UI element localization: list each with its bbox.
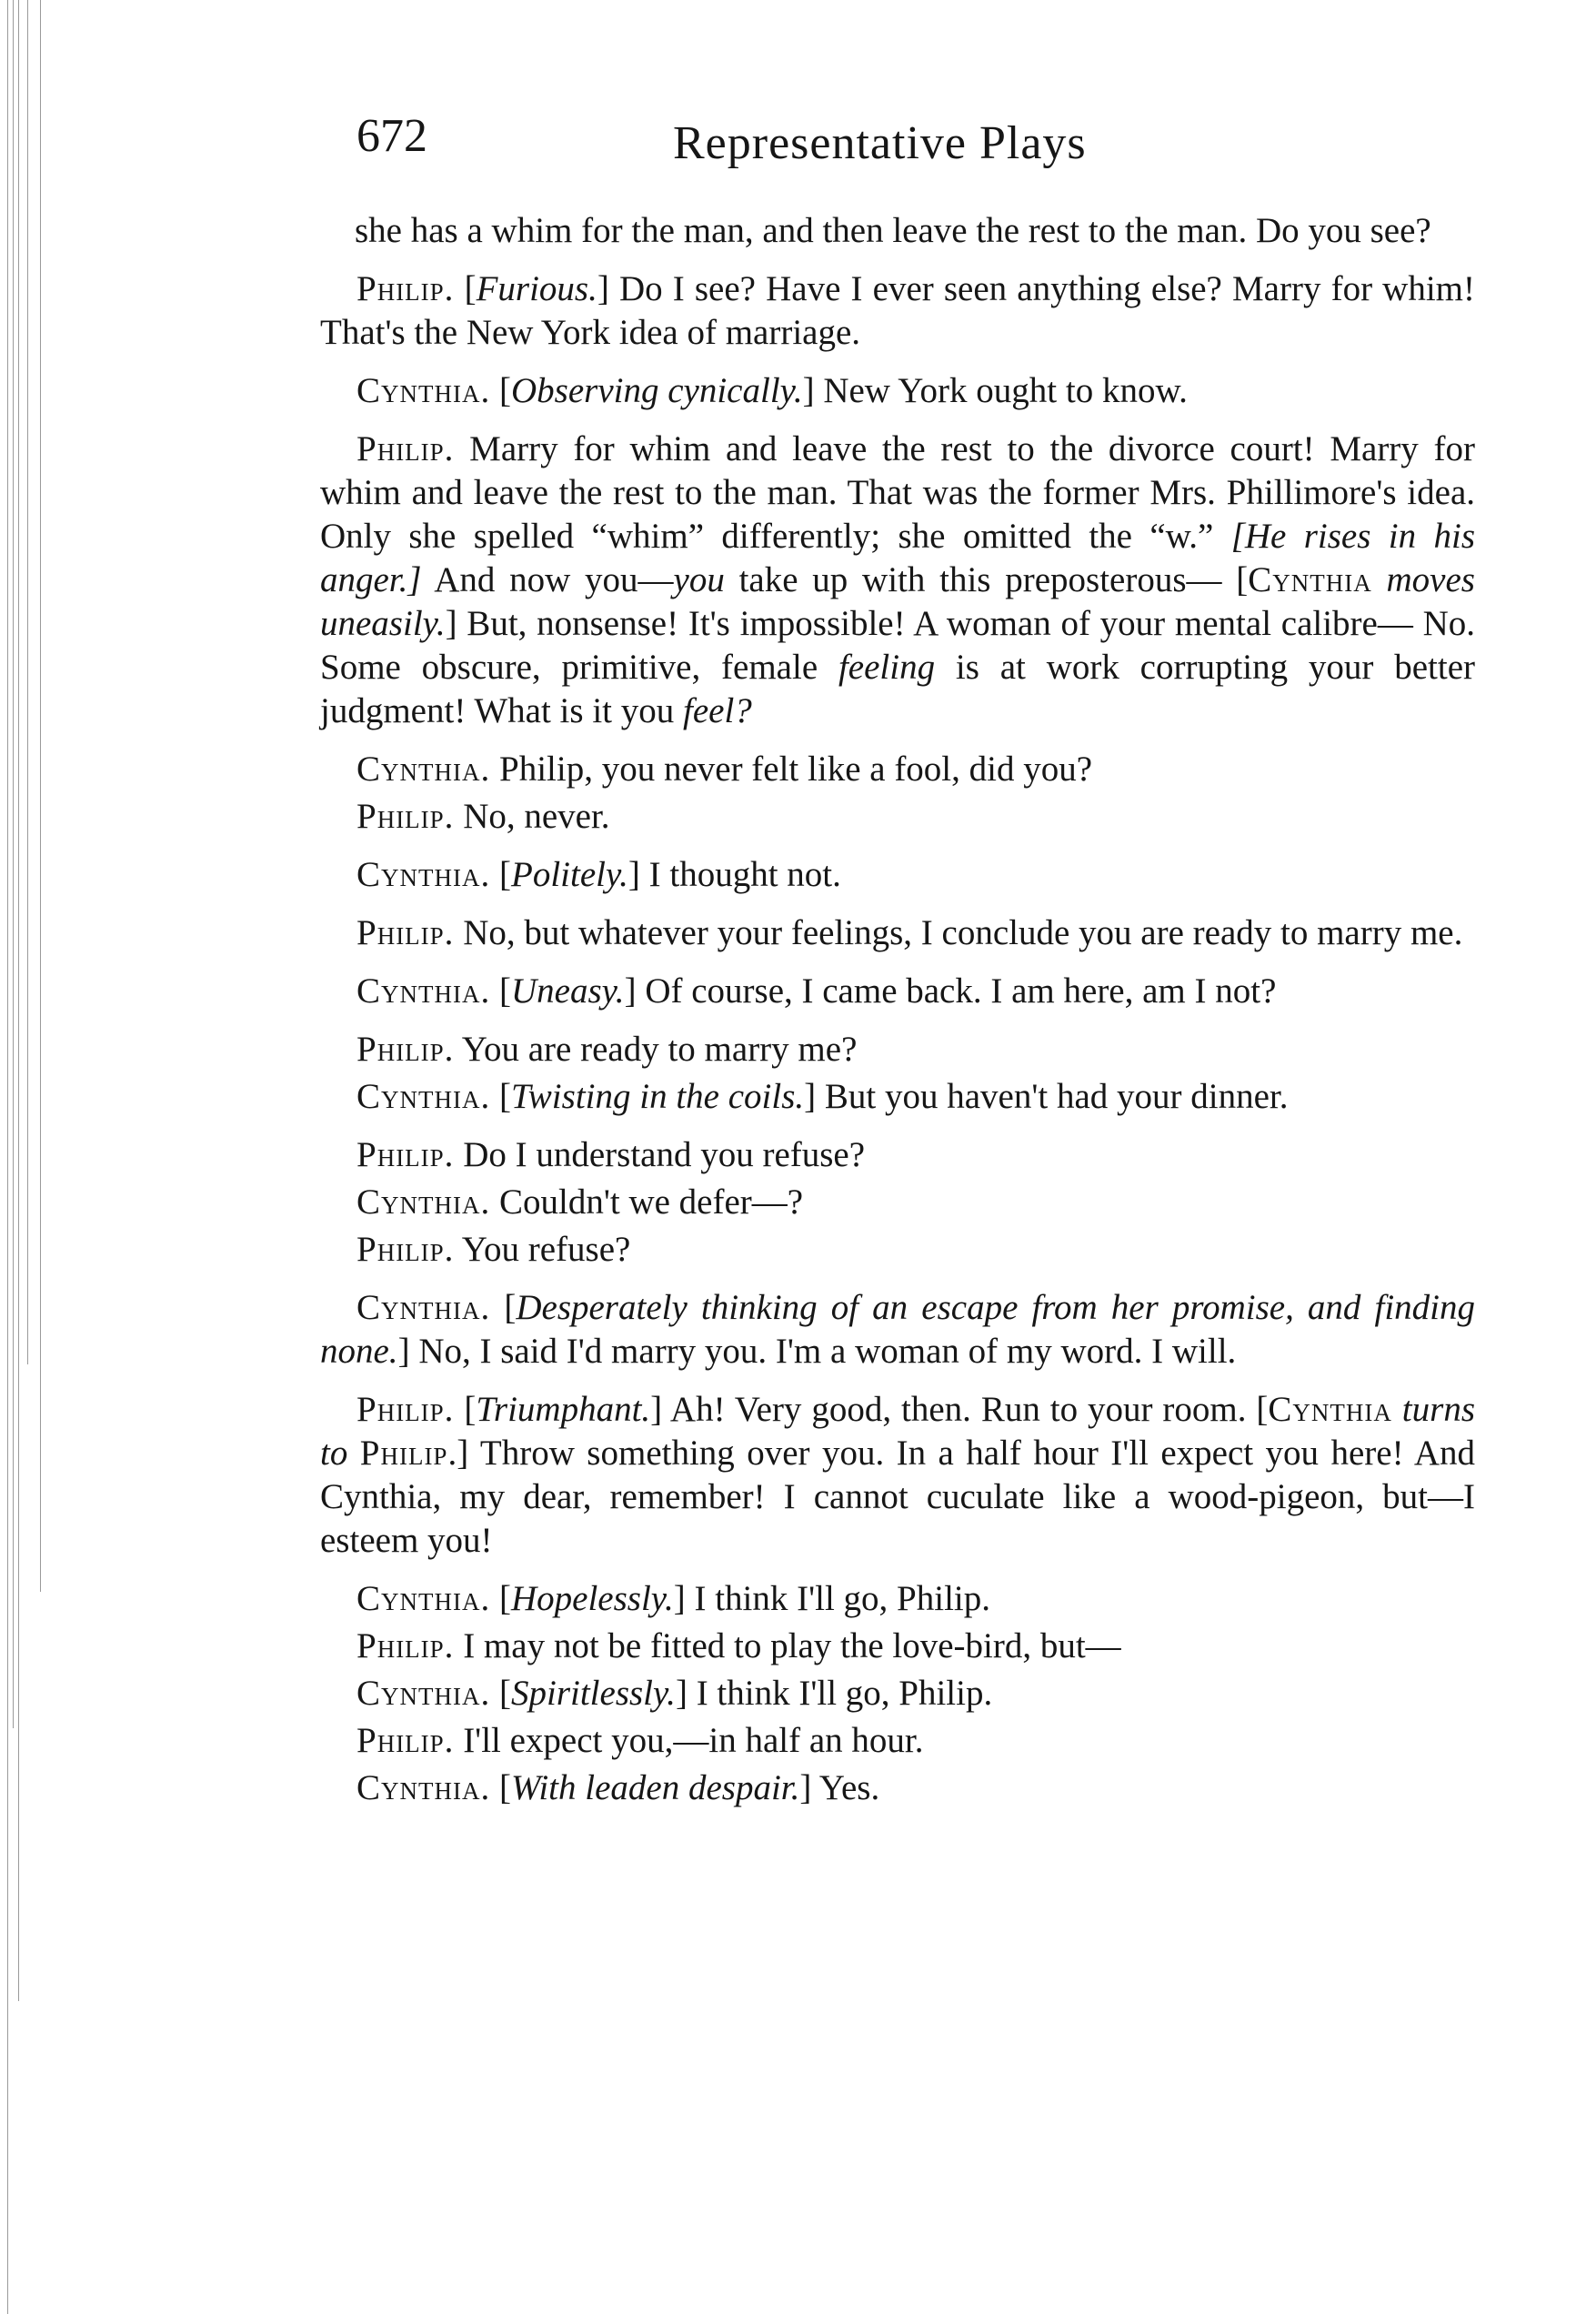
stage-direction: Triumphant. (476, 1390, 651, 1429)
bracket: [ (499, 1674, 511, 1713)
book-page (320, 109, 1475, 1814)
speaker-name: Cynthia. (356, 1288, 491, 1327)
dialogue-text: .] Throw something over you. In a half hour I'll expect you here! And Cynthia, my dear, remember! I cannot cuculate like a wood-pigeon, but—I esteem you! (320, 1434, 1475, 1560)
dialogue-line (320, 1672, 1475, 1715)
dialogue-text: take up with this preposterous— [ (724, 560, 1249, 599)
dialogue-text: No, never. (454, 797, 610, 836)
speaker-name: Cynthia. (356, 971, 491, 1011)
dialogue-text: But you haven't had your dinner. (816, 1077, 1289, 1116)
binding-rule (40, 0, 41, 1592)
speaker-name: Cynthia. (356, 1077, 491, 1116)
dialogue-line (320, 911, 1475, 955)
bracket: [ (499, 1579, 511, 1618)
bracket: ] (802, 371, 815, 410)
bracket: [ (464, 1390, 477, 1429)
bracket: ] (597, 269, 609, 308)
play-text (320, 209, 1475, 1810)
bracket: ] (397, 1332, 410, 1371)
dialogue-line (320, 1028, 1475, 1071)
page-number: 672 (356, 110, 427, 162)
dialogue-text: Of course, I came back. I am here, am I not? (636, 971, 1277, 1011)
stage-direction: [He rises in his anger.] (320, 517, 1475, 599)
dialogue-line (320, 369, 1475, 413)
speaker-name: Cynthia. (356, 1182, 491, 1222)
speaker-name: Cynthia (1248, 560, 1372, 599)
speaker-name: Philip. (356, 1721, 455, 1760)
dialogue-text: she has a whim for the man, and then leave the rest to the man. Do you see? (355, 211, 1431, 250)
dialogue-text: ] But, nonsense! It's impossible! A woman of your mental calibre— No. Some obscure, primitive, female (320, 604, 1475, 687)
bracket: [ (499, 971, 511, 1011)
speaker-name: Cynthia. (356, 1768, 491, 1807)
emphasis: feeling (838, 648, 936, 687)
dialogue-text: I thought not. (639, 855, 841, 894)
binding-rule (18, 0, 19, 2001)
dialogue-line (320, 1719, 1475, 1763)
stage-direction: Hopelessly. (511, 1579, 674, 1618)
book-binding-edge (0, 0, 55, 2314)
speaker-name: Cynthia. (356, 1674, 491, 1713)
dialogue-line (320, 1577, 1475, 1621)
stage-direction: With leaden despair. (511, 1768, 800, 1807)
speaker-name: Philip. (356, 1135, 455, 1174)
paragraph-continuation (320, 209, 1475, 253)
dialogue-line (320, 1766, 1475, 1810)
page-header (320, 109, 1475, 209)
bracket: [ (499, 1768, 511, 1807)
speaker-name: Philip. (356, 913, 455, 952)
stage-direction: Observing cynically. (511, 371, 803, 410)
bracket: ] (624, 971, 637, 1011)
speaker-name: Philip. (356, 1626, 455, 1665)
binding-rule (27, 0, 28, 1364)
dialogue-line (320, 1133, 1475, 1177)
dialogue-text: You refuse? (454, 1230, 631, 1269)
binding-rule (7, 0, 8, 2314)
emphasis: you (673, 560, 725, 599)
bracket: ] (650, 1390, 663, 1429)
dialogue-text: Couldn't we defer—? (490, 1182, 804, 1222)
dialogue-text: You are ready to marry me? (454, 1030, 858, 1069)
speaker-name: Cynthia. (356, 371, 491, 410)
stage-direction: Furious. (476, 269, 597, 308)
dialogue-text: Marry for whim and leave the rest to the divorce court! Marry for whim and leave the rest to the man. That was the former Mrs. Phillimore's idea. Only she spelled “whim” differently; she omitted the “w.” (320, 429, 1475, 556)
bracket: [ (499, 1077, 511, 1116)
dialogue-text: I think I'll go, Philip. (685, 1579, 991, 1618)
dialogue-text: And now you— (421, 560, 674, 599)
bracket: [ (504, 1288, 517, 1327)
dialogue-line (320, 1181, 1475, 1224)
stage-direction: turns to (320, 1390, 1475, 1473)
speaker-name: Cynthia. (356, 1579, 491, 1618)
dialogue-text: I'll expect you,—in half an hour. (454, 1721, 924, 1760)
stage-direction: Spiritlessly. (511, 1674, 676, 1713)
dialogue-line (320, 1228, 1475, 1272)
dialogue-text: I think I'll go, Philip. (687, 1674, 993, 1713)
bracket: [ (499, 855, 511, 894)
dialogue-line (320, 1286, 1475, 1373)
speaker-name: Cynthia. (356, 750, 491, 789)
dialogue-line (320, 1075, 1475, 1119)
stage-direction: Desperately thinking of an escape from her promise, and finding none. (320, 1288, 1475, 1371)
bracket: [ (499, 371, 511, 410)
bracket: ] (627, 855, 640, 894)
dialogue-line (320, 853, 1475, 897)
dialogue-line (320, 1625, 1475, 1668)
speaker-name: Philip. (356, 1230, 455, 1269)
dialogue-text: New York ought to know. (814, 371, 1188, 410)
dialogue-text: No, but whatever your feelings, I conclude you are ready to marry me. (454, 913, 1463, 952)
stage-direction: moves uneasily. (320, 560, 1475, 643)
dialogue-text: is at work corrupting your better judgment! What is it you (320, 648, 1476, 730)
speaker-name: Philip. (356, 429, 455, 468)
dialogue-line (320, 428, 1475, 733)
speaker-name: Philip (359, 1434, 448, 1473)
speaker-name: Cynthia. (356, 855, 491, 894)
dialogue-line (320, 1388, 1475, 1563)
dialogue-text: Yes. (811, 1768, 880, 1807)
bracket: ] (804, 1077, 817, 1116)
bracket: [ (464, 269, 477, 308)
dialogue-text: Ah! Very good, then. Run to your room. [ (662, 1390, 1269, 1429)
dialogue-line (320, 267, 1475, 355)
binding-rule (13, 0, 14, 1728)
speaker-name: Philip. (356, 269, 455, 308)
dialogue-text: I may not be fitted to play the love-bird, but— (454, 1626, 1121, 1665)
stage-direction: Uneasy. (511, 971, 625, 1011)
bracket: ] (673, 1579, 686, 1618)
dialogue-line (320, 795, 1475, 839)
stage-direction: Politely. (511, 855, 628, 894)
dialogue-text: Do I understand you refuse? (454, 1135, 866, 1174)
dialogue-text: No, I said I'd marry you. I'm a woman of my word. I will. (409, 1332, 1237, 1371)
bracket: ] (799, 1768, 812, 1807)
dialogue-text: Philip, you never felt like a fool, did you? (490, 750, 1093, 789)
stage-direction: Twisting in the coils. (511, 1077, 805, 1116)
speaker-name: Philip. (356, 1390, 455, 1429)
bracket: ] (675, 1674, 688, 1713)
dialogue-text: Do I see? Have I ever seen anything else? Marry for whim! That's the New York idea of marriage. (320, 269, 1476, 352)
dialogue-line (320, 748, 1475, 791)
speaker-name: Philip. (356, 797, 455, 836)
running-title: Representative Plays (673, 117, 1087, 169)
dialogue-line (320, 970, 1475, 1013)
emphasis: feel? (683, 691, 752, 730)
speaker-name: Philip. (356, 1030, 455, 1069)
speaker-name: Cynthia (1268, 1390, 1392, 1429)
